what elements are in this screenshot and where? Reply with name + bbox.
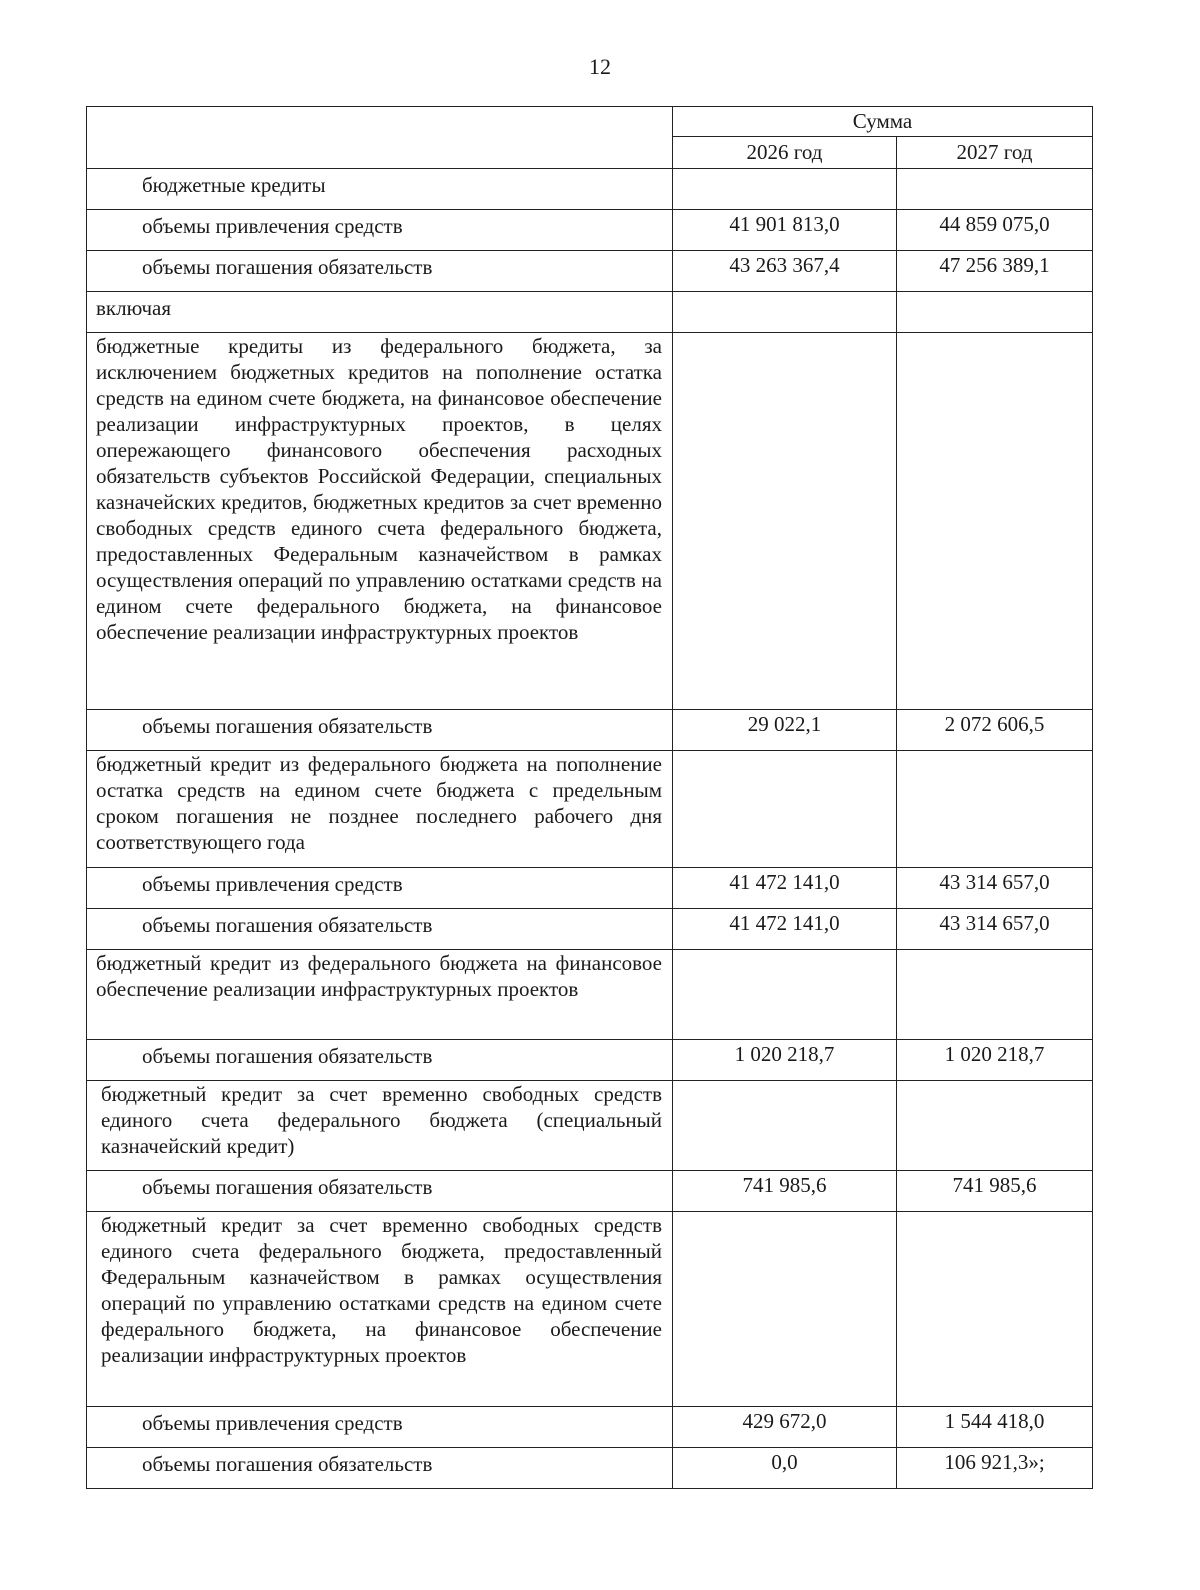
table-row <box>87 868 1093 909</box>
table-row <box>87 292 1093 333</box>
row-label-paragraph: бюджетный кредит за счет временно свободных средств единого счета федерального бюджета (специальный казначейский кредит) <box>87 1081 673 1171</box>
table-row <box>87 909 1093 950</box>
row-value-2027 <box>897 950 1093 1040</box>
table-row <box>87 1407 1093 1448</box>
row-label: объемы погашения обязательств <box>87 710 673 751</box>
row-value-2026: 41 472 141,0 <box>673 909 897 950</box>
row-value-2026: 41 472 141,0 <box>673 868 897 909</box>
row-value-2027: 47 256 389,1 <box>897 251 1093 292</box>
row-label: включая <box>87 292 673 333</box>
table-row <box>87 1448 1093 1489</box>
row-value-2026: 41 901 813,0 <box>673 210 897 251</box>
row-value-2026 <box>673 292 897 333</box>
header-sum: Сумма <box>673 107 1093 137</box>
row-value-2026 <box>673 1212 897 1407</box>
table-row <box>87 333 1093 710</box>
row-value-2026: 741 985,6 <box>673 1171 897 1212</box>
table-header-row-sum <box>87 107 1093 137</box>
row-value-2027: 1 544 418,0 <box>897 1407 1093 1448</box>
header-empty-cell <box>87 107 673 169</box>
row-value-2027 <box>897 751 1093 868</box>
row-value-2027 <box>897 169 1093 210</box>
row-value-2027 <box>897 333 1093 710</box>
row-value-2027: 43 314 657,0 <box>897 909 1093 950</box>
row-value-2027: 2 072 606,5 <box>897 710 1093 751</box>
row-label: объемы погашения обязательств <box>87 251 673 292</box>
row-label-paragraph: бюджетный кредит за счет временно свободных средств единого счета федерального бюджета, предоставленный Федеральным казначейством в рамках осуществления операций по управлению остатками средств на едином счете федерального бюджета, на финансовое обеспечение реализации инфраструктурных проектов <box>87 1212 673 1407</box>
row-label: объемы привлечения средств <box>87 1407 673 1448</box>
row-value-2026: 0,0 <box>673 1448 897 1489</box>
table-row <box>87 1040 1093 1081</box>
table-row <box>87 751 1093 868</box>
row-label: объемы погашения обязательств <box>87 1448 673 1489</box>
table-row <box>87 1171 1093 1212</box>
table-row <box>87 950 1093 1040</box>
row-value-2027: 43 314 657,0 <box>897 868 1093 909</box>
row-value-2027 <box>897 1081 1093 1171</box>
page-number: 12 <box>589 54 611 79</box>
table-row <box>87 1081 1093 1171</box>
row-label: бюджетные кредиты <box>87 169 673 210</box>
row-value-2026 <box>673 1081 897 1171</box>
row-value-2027: 1 020 218,7 <box>897 1040 1093 1081</box>
row-label-paragraph: бюджетный кредит из федерального бюджета на финансовое обеспечение реализации инфраструктурных проектов <box>87 950 673 1040</box>
row-label-paragraph: бюджетные кредиты из федерального бюджета, за исключением бюджетных кредитов на пополнение остатка средств на едином счете бюджета, на финансовое обеспечение реализации инфраструктурных проектов, в целях опережающего финансового обеспечения расходных обязательств субъектов Российской Федерации, специальных казначейских кредитов, бюджетных кредитов за счет временно свободных средств единого счета федерального бюджета, предоставленных Федеральным казначейством в рамках осуществления операций по управлению остатками средств на едином счете федерального бюджета, на финансовое обеспечение реализации инфраструктурных проектов <box>87 333 673 710</box>
row-value-2026: 43 263 367,4 <box>673 251 897 292</box>
table-row <box>87 1212 1093 1407</box>
row-value-2026: 429 672,0 <box>673 1407 897 1448</box>
table-row <box>87 210 1093 251</box>
row-label: объемы погашения обязательств <box>87 1171 673 1212</box>
header-year-2027: 2027 год <box>897 137 1093 169</box>
row-value-2026 <box>673 333 897 710</box>
row-label: объемы погашения обязательств <box>87 1040 673 1081</box>
row-label: объемы привлечения средств <box>87 210 673 251</box>
row-value-2027 <box>897 292 1093 333</box>
row-value-2027 <box>897 1212 1093 1407</box>
row-label: объемы погашения обязательств <box>87 909 673 950</box>
row-value-2026: 1 020 218,7 <box>673 1040 897 1081</box>
table-row <box>87 710 1093 751</box>
row-value-2026: 29 022,1 <box>673 710 897 751</box>
row-value-2027: 741 985,6 <box>897 1171 1093 1212</box>
row-value-2027: 106 921,3»; <box>897 1448 1093 1489</box>
row-label: объемы привлечения средств <box>87 868 673 909</box>
row-value-2026 <box>673 950 897 1040</box>
row-label-paragraph: бюджетный кредит из федерального бюджета на пополнение остатка средств на едином счете бюджета с предельным сроком погашения не позднее последнего рабочего дня соответствующего года <box>87 751 673 868</box>
row-value-2027: 44 859 075,0 <box>897 210 1093 251</box>
row-value-2026 <box>673 169 897 210</box>
row-value-2026 <box>673 751 897 868</box>
table-row <box>87 251 1093 292</box>
budget-credits-table <box>86 106 1093 1489</box>
header-year-2026: 2026 год <box>673 137 897 169</box>
table-row <box>87 169 1093 210</box>
